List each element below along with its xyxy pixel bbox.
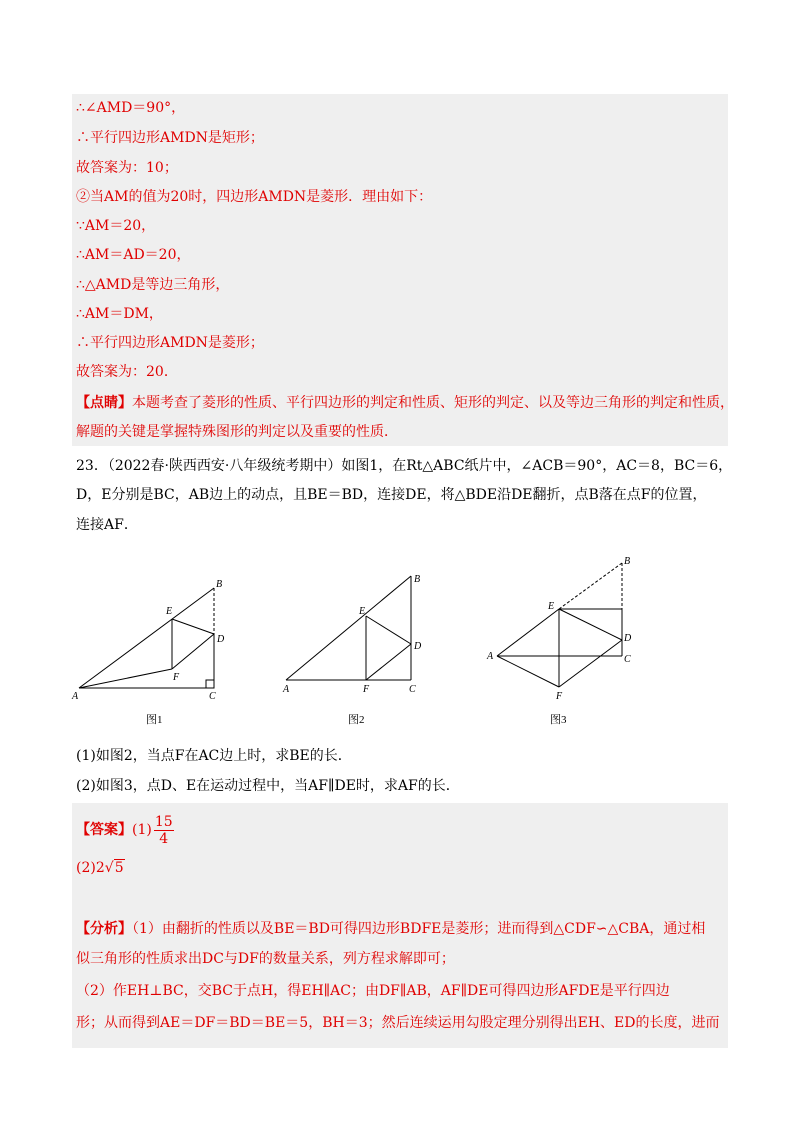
problem-line-1: 23．（2022春·陕西西安·八年级统考期中）如图1，在Rt△ABC纸片中，∠ACB＝90°，AC＝8，BC＝6，	[76, 458, 733, 474]
figure-1	[79, 588, 214, 688]
fig2-label-A: A	[283, 684, 290, 695]
comment-tag: 【点睛】	[76, 395, 132, 411]
solution-line-10: 故答案为：20．	[76, 364, 178, 380]
fig3-caption: 图3	[550, 714, 567, 726]
solution-line-1: ∴∠AMD＝90°，	[76, 100, 186, 116]
answer-1-prefix: (1)	[132, 822, 152, 838]
figure-2	[286, 576, 411, 680]
answer-1-denominator: 4	[159, 830, 169, 847]
answer-line-1	[76, 812, 174, 848]
fig1-caption: 图1	[146, 714, 163, 726]
solution-line-8: ∴AM＝DM，	[76, 306, 163, 322]
analysis-line-3: （2）作EH⊥BC，交BC于点H，得EH∥AC；由DF∥AB，AF∥DE可得四边形AFDE是平行四边	[76, 983, 670, 999]
fig1-label-A: A	[72, 691, 79, 702]
analysis-tag: 【分析】	[76, 921, 132, 937]
analysis-line-1	[76, 919, 705, 939]
solution-line-2: ∴平行四边形AMDN是矩形；	[76, 130, 264, 146]
solution-line-3: 故答案为：10；	[76, 160, 178, 176]
fig2-caption: 图2	[348, 714, 365, 726]
answer-2-radicand: 5	[114, 860, 124, 876]
fig3-label-F: F	[556, 691, 563, 702]
answer-2-prefix: (2)	[76, 860, 96, 876]
analysis-line-4: 形；从而得到AE＝DF＝BD＝BE＝5，BH＝3；然后连续运用勾股定理分别得出EH、ED的长度，进而	[76, 1015, 720, 1031]
comment-text-1: 本题考查了菱形的性质、平行四边形的判定和性质、矩形的判定、以及等边三角形的判定和性质，	[132, 395, 734, 411]
problem-line-2: D，E分别是BC，AB边上的动点，且BE＝BD，连接DE，将△BDE沿DE翻折，点B落在点F的位置，	[76, 487, 707, 503]
fig2-label-E: E	[359, 606, 366, 617]
solution-line-7: ∴△AMD是等边三角形，	[76, 277, 230, 293]
fig2-label-C: C	[409, 684, 416, 695]
answer-1-numerator: 15	[154, 813, 173, 830]
answer-1-fraction	[154, 814, 174, 847]
fig1-label-F: F	[173, 672, 180, 683]
solution-line-6: ∴AM＝AD＝20，	[76, 247, 191, 263]
fig1-label-B: B	[216, 579, 223, 590]
solution-line-5: ∵AM＝20，	[76, 218, 156, 234]
figure-3	[497, 563, 622, 687]
fig3-label-C: C	[624, 654, 631, 665]
comment-line-2: 解题的关键是掌握特殊图形的判定以及重要的性质．	[76, 424, 398, 440]
fig3-label-E: E	[548, 601, 555, 612]
fig3-label-B: B	[624, 556, 631, 567]
answer-tag: 【答案】	[76, 822, 132, 838]
question-2: (2)如图3，点D、E在运动过程中，当AF∥DE时，求AF的长．	[76, 778, 460, 794]
solution-line-4: ②当AM的值为20时，四边形AMDN是菱形．理由如下：	[76, 189, 433, 205]
fig1-label-E: E	[166, 606, 173, 617]
fig3-label-A: A	[487, 651, 494, 662]
fig2-label-F: F	[363, 684, 370, 695]
answer-2-coefficient: 2	[95, 860, 105, 876]
sqrt-symbol: √	[104, 860, 114, 876]
analysis-line-2: 似三角形的性质求出DC与DF的数量关系，列方程求解即可；	[76, 951, 455, 967]
question-1: (1)如图2，当点F在AC边上时，求BE的长．	[76, 748, 352, 764]
fig2-label-B: B	[414, 574, 421, 585]
analysis-text-1: （1）由翻折的性质以及BE＝BD可得四边形BDFE是菱形；进而得到△CDF∽△CBA，通过相	[132, 921, 706, 937]
problem-line-3: 连接AF．	[76, 517, 138, 533]
solution-line-9: ∴平行四边形AMDN是菱形；	[76, 335, 264, 351]
fig2-label-D: D	[414, 641, 422, 652]
fig3-label-D: D	[624, 633, 632, 644]
fig1-label-C: C	[209, 691, 216, 702]
fig1-label-D: D	[217, 634, 225, 645]
answer-line-2	[76, 858, 125, 878]
